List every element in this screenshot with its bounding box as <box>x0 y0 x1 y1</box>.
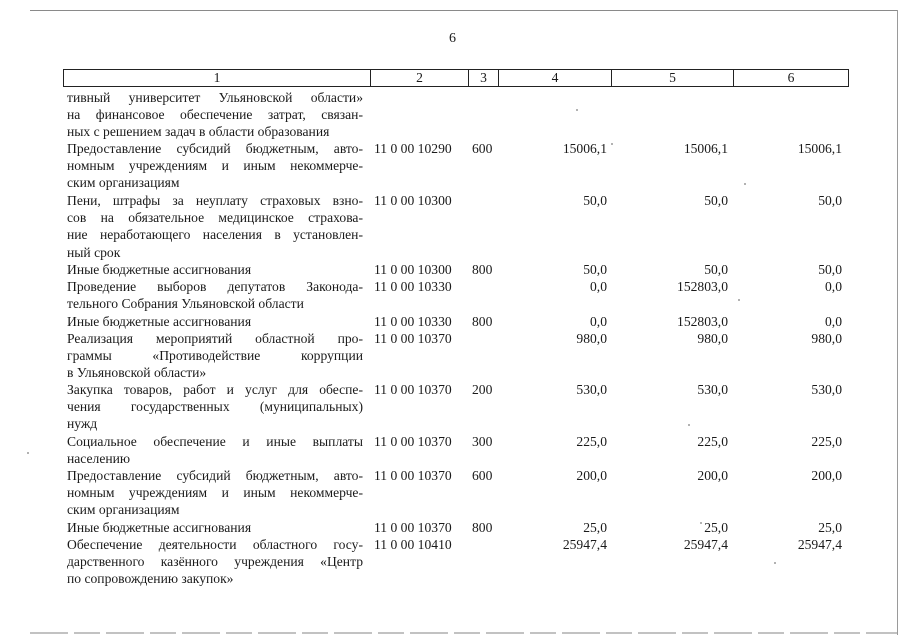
column-header-6: 6 <box>734 70 849 87</box>
value-col-6: 530,0 <box>811 382 842 397</box>
value-col-5: 25,0 <box>704 520 728 535</box>
description-line: тивный университет Ульяновской области» <box>67 90 363 105</box>
description-line: чения государственных (муниципальных) <box>67 399 363 415</box>
column-header-4: 4 <box>499 70 612 87</box>
budget-code: 11 0 00 10370 <box>374 382 452 397</box>
column-header-row <box>64 70 849 87</box>
value-col-6: 15006,1 <box>797 141 842 156</box>
column-header-5: 5 <box>612 70 734 87</box>
budget-code: 11 0 00 10370 <box>374 520 452 535</box>
value-col-6: 200,0 <box>811 468 842 483</box>
budget-code: 11 0 00 10370 <box>374 331 452 346</box>
value-col-4: 225,0 <box>576 434 607 449</box>
budget-code: 11 0 00 10300 <box>374 193 452 208</box>
value-col-6: 25947,4 <box>797 537 842 552</box>
scan-speck <box>744 183 746 185</box>
value-col-6: 50,0 <box>818 193 842 208</box>
value-col-5: 25947,4 <box>683 537 728 552</box>
scan-speck <box>27 452 29 454</box>
value-col-6: 0,0 <box>825 279 842 294</box>
value-col-4: 15006,1 <box>562 141 607 156</box>
scan-speck <box>738 299 740 301</box>
scan-speck <box>700 522 702 524</box>
description-line: Иные бюджетные ассигнования <box>67 520 252 535</box>
description-line: номным учреждениям и иным некоммерче- <box>67 158 363 174</box>
row-description <box>67 330 363 382</box>
value-col-5: 15006,1 <box>683 141 728 156</box>
description-line: ским организациям <box>67 502 180 518</box>
value-col-5: 200,0 <box>697 468 728 483</box>
row-description <box>67 261 363 278</box>
expense-type: 200 <box>472 382 493 397</box>
column-header-3: 3 <box>469 70 499 87</box>
value-col-6: 25,0 <box>818 520 842 535</box>
value-col-6: 225,0 <box>811 434 842 449</box>
column-header-2: 2 <box>371 70 469 87</box>
scan-bottom-artifact <box>30 632 898 634</box>
expense-type: 800 <box>472 314 493 329</box>
row-description <box>67 519 363 536</box>
value-col-4: 25,0 <box>583 520 607 535</box>
value-col-5: 50,0 <box>704 193 728 208</box>
page-number: 6 <box>449 31 456 46</box>
description-line: ским организациям <box>67 175 180 191</box>
budget-code: 11 0 00 10370 <box>374 434 452 449</box>
scan-speck <box>774 562 776 564</box>
value-col-5: 980,0 <box>697 331 728 346</box>
row-description <box>67 381 363 433</box>
description-line: номным учреждениям и иным некоммерче- <box>67 485 363 501</box>
description-line: Закупка товаров, работ и услуг для обеспе- <box>67 382 363 397</box>
row-description <box>67 433 363 467</box>
value-col-4: 0,0 <box>590 279 607 294</box>
budget-code: 11 0 00 10370 <box>374 468 452 483</box>
value-col-5: 152803,0 <box>677 279 728 294</box>
expense-type: 600 <box>472 141 493 156</box>
row-description <box>67 467 363 519</box>
value-col-5: 50,0 <box>704 262 728 277</box>
budget-code: 11 0 00 10410 <box>374 537 452 552</box>
expense-type: 800 <box>472 262 493 277</box>
description-line: Обеспечение деятельности областного госу- <box>67 537 363 552</box>
value-col-4: 25947,4 <box>562 537 607 552</box>
expense-type: 800 <box>472 520 493 535</box>
row-description <box>67 140 363 192</box>
row-description <box>67 89 363 141</box>
description-line: Проведение выборов депутатов Законода- <box>67 279 363 294</box>
description-line: в Ульяновской области» <box>67 365 207 381</box>
value-col-6: 0,0 <box>825 314 842 329</box>
value-col-5: 152803,0 <box>677 314 728 329</box>
budget-code: 11 0 00 10330 <box>374 314 452 329</box>
description-line: ных с решением задач в области образования <box>67 124 330 140</box>
value-col-4: 530,0 <box>576 382 607 397</box>
value-col-4: 50,0 <box>583 193 607 208</box>
scan-speck <box>611 143 613 145</box>
value-col-4: 980,0 <box>576 331 607 346</box>
row-description <box>67 192 363 261</box>
description-line: Социальное обеспечение и иные выплаты <box>67 434 363 449</box>
value-col-4: 50,0 <box>583 262 607 277</box>
budget-code: 11 0 00 10300 <box>374 262 452 277</box>
description-line: Иные бюджетные ассигнования <box>67 262 252 277</box>
value-col-6: 50,0 <box>818 262 842 277</box>
column-header-1: 1 <box>64 70 371 87</box>
row-description <box>67 536 363 588</box>
description-line: нужд <box>67 416 98 432</box>
value-col-5: 225,0 <box>697 434 728 449</box>
budget-code: 11 0 00 10330 <box>374 279 452 294</box>
expense-type: 300 <box>472 434 493 449</box>
value-col-5: 530,0 <box>697 382 728 397</box>
description-line: ный срок <box>67 244 121 260</box>
value-col-4: 200,0 <box>576 468 607 483</box>
budget-code: 11 0 00 10290 <box>374 141 452 156</box>
description-line: тельного Собрания Ульяновской области <box>67 296 304 312</box>
description-line: сов на обязательное медицинское страхова- <box>67 210 363 226</box>
row-description <box>67 313 363 330</box>
scan-border-top <box>30 10 898 11</box>
description-line: граммы «Противодействие коррупции <box>67 348 363 364</box>
description-line: по сопровождению закупок» <box>67 571 234 587</box>
row-description <box>67 278 363 312</box>
scan-border-right <box>897 10 898 635</box>
description-line: Реализация мероприятий областной про- <box>67 331 363 346</box>
value-col-6: 980,0 <box>811 331 842 346</box>
description-line: Предоставление субсидий бюджетным, авто- <box>67 141 363 156</box>
value-col-4: 0,0 <box>590 314 607 329</box>
scan-speck <box>688 424 690 426</box>
description-line: на финансовое обеспечение затрат, связан- <box>67 107 363 123</box>
column-header-table <box>63 69 849 87</box>
description-line: Предоставление субсидий бюджетным, авто- <box>67 468 363 483</box>
description-line: Пени, штрафы за неуплату страховых взно- <box>67 193 363 208</box>
scan-speck <box>576 109 578 111</box>
description-line: ние неработающего населения в установлен- <box>67 227 363 243</box>
expense-type: 600 <box>472 468 493 483</box>
description-line: населению <box>67 451 131 467</box>
description-line: Иные бюджетные ассигнования <box>67 314 252 329</box>
description-line: дарственного казённого учреждения «Центр <box>67 554 363 570</box>
